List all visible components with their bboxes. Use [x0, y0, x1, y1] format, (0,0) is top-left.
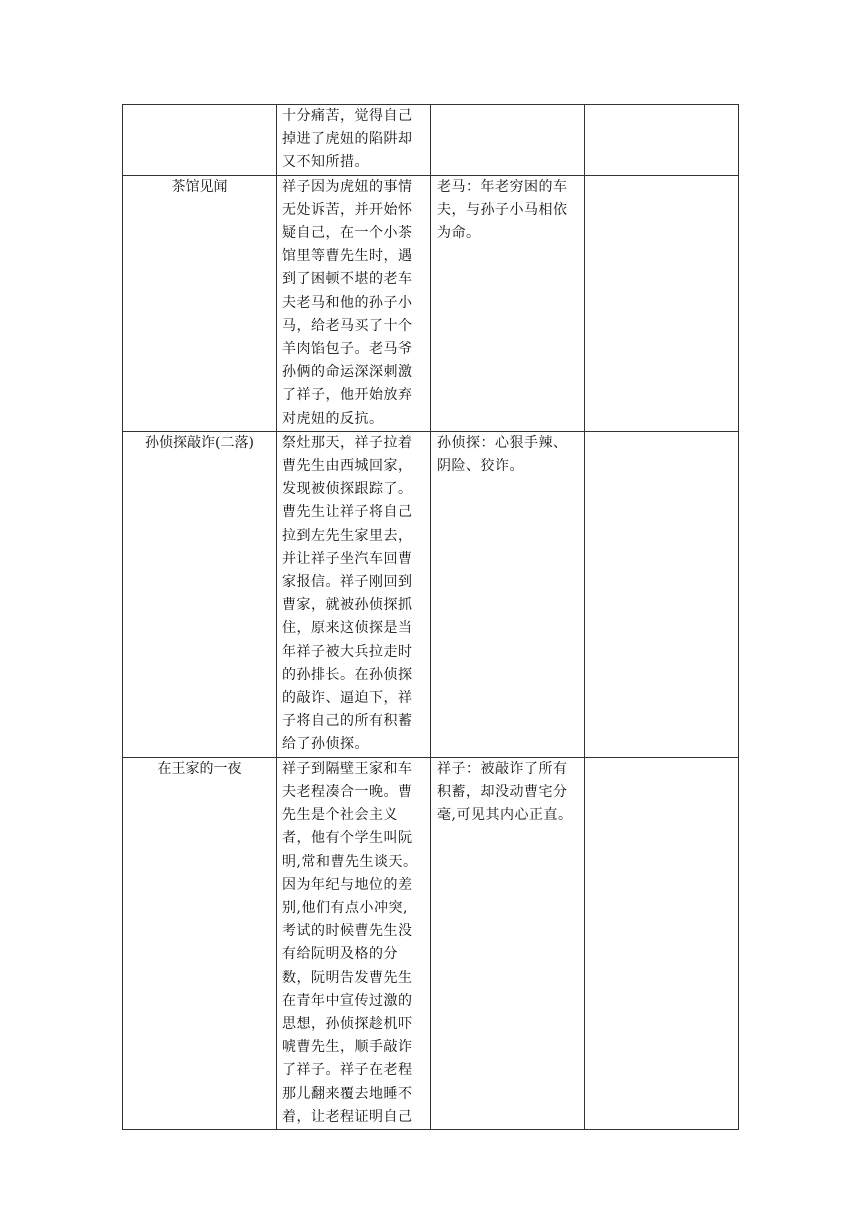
- table-row: [123, 757, 739, 1129]
- notes-cell: [585, 757, 739, 1129]
- plot-text-line: 数，阮明告发曹先生: [282, 969, 413, 986]
- plot-text-line: 孙俩的命运深深刺激: [282, 364, 413, 381]
- plot-text-line: 者，他有个学生叫阮: [282, 830, 413, 847]
- plot-text-line: 祥子因为虎妞的事情: [282, 178, 413, 195]
- plot-text-line: 着，让老程证明自己: [282, 1108, 413, 1125]
- notes-cell: [585, 175, 739, 431]
- plot-text-line: 的敲诈、逼迫下，祥: [282, 690, 413, 707]
- chapter-title-cell: 在王家的一夜: [123, 757, 277, 1129]
- character-text-line: 积蓄，却没动曹宅分: [437, 783, 568, 800]
- plot-text-line: 发现被侦探跟踪了。: [282, 481, 413, 498]
- character-text-line: 孙侦探：心狠手辣、: [437, 434, 568, 451]
- chapter-title-cell: [123, 105, 277, 176]
- plot-text-line: 疑自己，在一个小茶: [282, 225, 413, 242]
- plot-text-line: 曹先生让祥子将自己: [282, 504, 413, 521]
- plot-text-line: 夫老程凑合一晚。曹: [282, 783, 413, 800]
- plot-text-line: 住，原来这侦探是当: [282, 620, 413, 637]
- plot-text-line: 子将自己的所有积蓄: [282, 713, 413, 730]
- plot-text-line: 在青年中宣传过激的: [282, 992, 413, 1009]
- plot-text-line: 祭灶那天，祥子拉着: [282, 434, 413, 451]
- character-text-line: 夫，与孙子小马相依: [437, 201, 568, 218]
- plot-summary-cell: [277, 105, 431, 176]
- plot-text-line: 先生是个社会主义: [282, 807, 398, 824]
- plot-text-line: 考试的时候曹先生没: [282, 923, 413, 940]
- plot-text-line: 因为年纪与地位的差: [282, 876, 413, 893]
- plot-text-line: 掉进了虎妞的陷阱却: [282, 131, 413, 148]
- plot-text-line: 曹家，就被孙侦探抓: [282, 597, 413, 614]
- character-text-line: 老马：年老穷困的车: [437, 178, 568, 195]
- chapter-title-cell: 茶馆见闻: [123, 175, 277, 431]
- plot-text-line: 唬曹先生，顺手敲诈: [282, 1039, 413, 1056]
- plot-text-line: 的孙排长。在孙侦探: [282, 666, 413, 683]
- plot-text-line: 又不知所措。: [282, 154, 369, 171]
- story-table: [122, 104, 739, 1130]
- table-row: [123, 431, 739, 757]
- plot-text-line: 给了孙侦探。: [282, 736, 369, 753]
- plot-summary-cell: [277, 431, 431, 757]
- plot-text-line: 年祥子被大兵拉走时: [282, 643, 413, 660]
- character-text-line: 祥子：被敲诈了所有: [437, 760, 568, 777]
- plot-text-line: 别,他们有点小冲突,: [282, 899, 408, 916]
- character-analysis-cell: [431, 175, 585, 431]
- plot-text-line: 对虎妞的反抗。: [282, 410, 384, 427]
- plot-text-line: 那儿翻来覆去地睡不: [282, 1085, 413, 1102]
- character-analysis-cell: [431, 105, 585, 176]
- chapter-title-cell: 孙侦探敲诈(二落): [123, 431, 277, 757]
- notes-cell: [585, 431, 739, 757]
- character-text-line: 为命。: [437, 225, 481, 242]
- plot-summary-cell: [277, 175, 431, 431]
- notes-cell: [585, 105, 739, 176]
- character-text-line: 毫,可见其内心正直。: [437, 807, 573, 824]
- plot-text-line: 了祥子。祥子在老程: [282, 1062, 413, 1079]
- plot-text-line: 到了困顿不堪的老车: [282, 271, 413, 288]
- character-analysis-cell: [431, 431, 585, 757]
- plot-text-line: 马，给老马买了十个: [282, 317, 413, 334]
- character-analysis-cell: [431, 757, 585, 1129]
- plot-text-line: 有给阮明及格的分: [282, 946, 398, 963]
- plot-text-line: 了祥子，他开始放弃: [282, 387, 413, 404]
- plot-summary-cell: [277, 757, 431, 1129]
- plot-text-line: 祥子到隔壁王家和车: [282, 760, 413, 777]
- table-row: [123, 175, 739, 431]
- plot-text-line: 拉到左先生家里去，: [282, 527, 413, 544]
- plot-text-line: 无处诉苦，并开始怀: [282, 201, 413, 218]
- plot-text-line: 曹先生由西城回家，: [282, 458, 413, 475]
- plot-text-line: 家报信。祥子刚回到: [282, 574, 413, 591]
- character-text-line: 阴险、狡诈。: [437, 458, 524, 475]
- plot-text-line: 羊肉馅包子。老马爷: [282, 341, 413, 358]
- plot-text-line: 思想，孙侦探趁机吓: [282, 1015, 413, 1032]
- plot-text-line: 并让祥子坐汽车回曹: [282, 550, 413, 567]
- plot-text-line: 夫老马和他的孙子小: [282, 294, 413, 311]
- plot-text-line: 馆里等曹先生时，遇: [282, 248, 413, 265]
- plot-text-line: 十分痛苦，觉得自己: [282, 108, 413, 124]
- plot-text-line: 明,常和曹先生谈天。: [282, 853, 418, 870]
- table-row: [123, 105, 739, 176]
